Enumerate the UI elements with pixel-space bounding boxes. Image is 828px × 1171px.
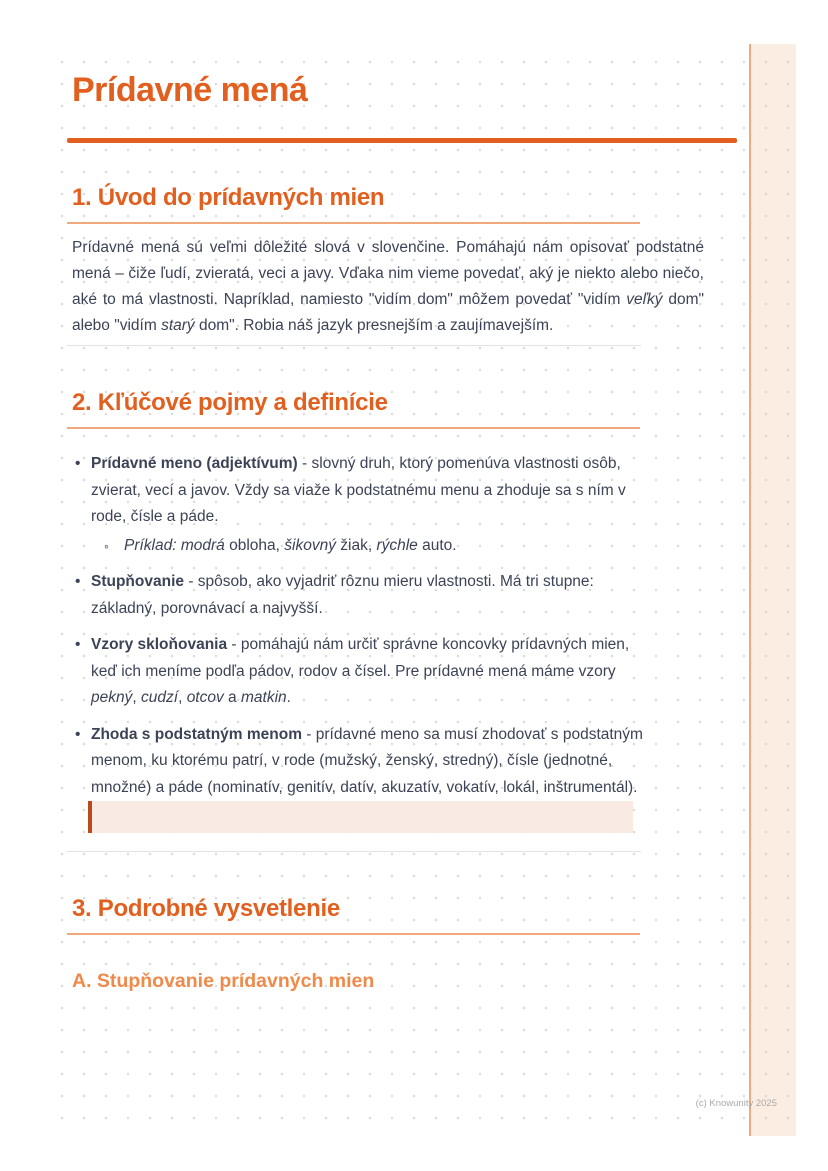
section-divider (67, 345, 641, 346)
section-3-heading: 3. Podrobné vysvetlenie (72, 895, 340, 922)
list-item: • Zhoda s podstatným menom - prídavné meno sa musí zhodovať s podstatným menom, ku ktorému patrí, v rode (mužský, ženský, stredný), čísle (jednotné, množné) a páde (nominatív, genitív, datív, akuzatív, vokatív, lokál, inštrumentál). (72, 722, 658, 802)
subsection-a-heading: A. Stupňovanie prídavných mien (72, 970, 375, 992)
definitions-list (72, 451, 658, 801)
section-1-heading: 1. Úvod do prídavných mien (72, 184, 385, 211)
notebook-canvas (44, 44, 796, 1136)
section-divider (67, 851, 641, 852)
important-callout (88, 801, 633, 833)
title-divider (67, 138, 737, 143)
section-2-underline (67, 427, 640, 429)
document-content (44, 70, 796, 993)
list-item: • Prídavné meno (adjektívum) - slovný druh, ktorý pomenúva vlastnosti osôb, zvierat, vecí a javov. Vždy sa viaže k podstatnému menu a zhoduje sa s ním v rode, čísle a páde. (72, 451, 658, 531)
list-subitem: ◦ Príklad: modrá obloha, šikovný žiak, rýchle auto. (72, 533, 658, 560)
document-title: Prídavné mená (72, 71, 308, 109)
section-1-underline (67, 222, 640, 224)
list-item: • Stupňovanie - spôsob, ako vyjadriť rôznu mieru vlastnosti. Má tri stupne: základný, porovnávací a najvyšší. (72, 569, 658, 622)
section-2-heading: 2. Kľúčové pojmy a definície (72, 389, 388, 416)
copyright-footer: (c) Knowunity 2025 (695, 1098, 777, 1109)
section-3-underline (67, 933, 640, 935)
list-item: • Vzory skloňovania - pomáhajú nám určiť správne koncovky prídavných mien, keď ich meníme podľa pádov, rodov a čísel. Pre prídavné mená máme vzory pekný, cudzí, otcov a matkin. (72, 632, 658, 712)
intro-paragraph: Prídavné mená sú veľmi dôležité slová v slovenčine. Pomáhajú nám opisovať podstatné mená – čiže ľudí, zvieratá, veci a javy. Vďaka nim vieme povedať, aký je niekto alebo niečo, aké to má vlastnosti. Napríklad, namiesto "vidím dom" môžem povedať "vidím veľký dom" alebo "vidím starý dom". Robia náš jazyk presnejším a zaujímavejším. (72, 239, 704, 334)
